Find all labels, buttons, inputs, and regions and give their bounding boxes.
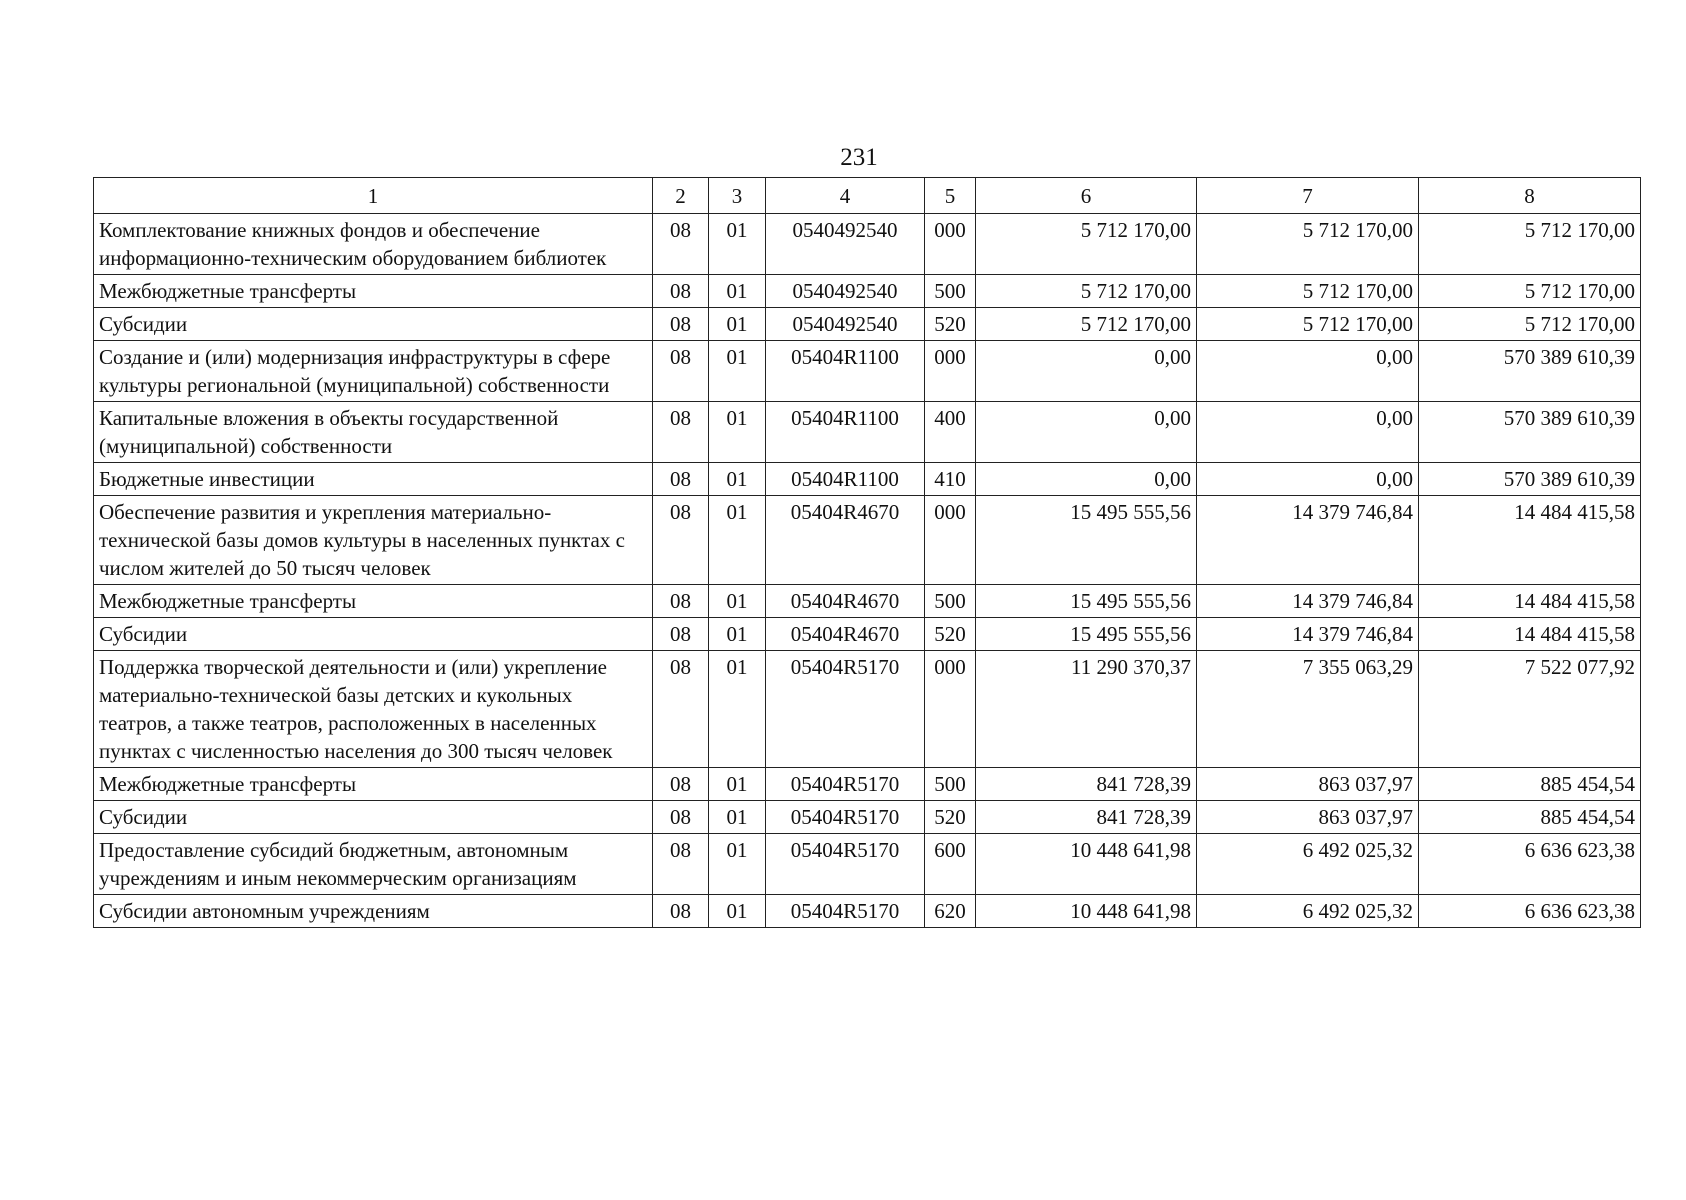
target-article-cell: 05404R5170 (766, 801, 925, 834)
expense-type-cell: 520 (925, 618, 976, 651)
row-name-cell: Субсидии (94, 308, 653, 341)
amount-col-6-cell: 841 728,39 (976, 768, 1197, 801)
expense-type-cell: 600 (925, 834, 976, 895)
section-code-cell: 08 (653, 834, 709, 895)
amount-col-7-cell: 6 492 025,32 (1197, 834, 1419, 895)
amount-col-6-cell: 5 712 170,00 (976, 308, 1197, 341)
table-row (94, 801, 1641, 834)
section-code-cell: 08 (653, 895, 709, 928)
amount-col-8-cell: 570 389 610,39 (1419, 341, 1641, 402)
target-article-cell: 05404R5170 (766, 651, 925, 768)
expense-type-cell: 400 (925, 402, 976, 463)
subsection-code-cell: 01 (709, 585, 766, 618)
amount-col-6-cell: 15 495 555,56 (976, 585, 1197, 618)
subsection-code-cell: 01 (709, 651, 766, 768)
amount-col-7-cell: 0,00 (1197, 402, 1419, 463)
target-article-cell: 05404R1100 (766, 402, 925, 463)
row-name-cell: Капитальные вложения в объекты государственной (муниципальной) собственности (94, 402, 653, 463)
amount-col-7-cell: 0,00 (1197, 463, 1419, 496)
section-code-cell: 08 (653, 308, 709, 341)
header-col-3: 3 (709, 178, 766, 214)
page-number: 231 (840, 144, 878, 171)
subsection-code-cell: 01 (709, 895, 766, 928)
table-row (94, 275, 1641, 308)
table-row (94, 463, 1641, 496)
amount-col-6-cell: 0,00 (976, 402, 1197, 463)
table-row (94, 768, 1641, 801)
amount-col-8-cell: 14 484 415,58 (1419, 585, 1641, 618)
target-article-cell: 05404R5170 (766, 834, 925, 895)
target-article-cell: 05404R5170 (766, 768, 925, 801)
section-code-cell: 08 (653, 651, 709, 768)
target-article-cell: 05404R1100 (766, 341, 925, 402)
expense-type-cell: 520 (925, 308, 976, 341)
subsection-code-cell: 01 (709, 618, 766, 651)
header-row (94, 178, 1641, 214)
header-col-5: 5 (925, 178, 976, 214)
target-article-cell: 0540492540 (766, 214, 925, 275)
table-row (94, 496, 1641, 585)
row-name-cell: Поддержка творческой деятельности и (или) укрепление материально-технической базы детских и кукольных театров, а также театров, расположенных в населенных пунктах с численностью населения до 300 тысяч человек (94, 651, 653, 768)
expense-type-cell: 000 (925, 651, 976, 768)
section-code-cell: 08 (653, 801, 709, 834)
expense-type-cell: 500 (925, 768, 976, 801)
target-article-cell: 05404R4670 (766, 618, 925, 651)
table-header (94, 178, 1641, 214)
amount-col-8-cell: 570 389 610,39 (1419, 402, 1641, 463)
row-name-cell: Субсидии (94, 618, 653, 651)
expense-type-cell: 000 (925, 214, 976, 275)
amount-col-8-cell: 5 712 170,00 (1419, 308, 1641, 341)
subsection-code-cell: 01 (709, 768, 766, 801)
target-article-cell: 0540492540 (766, 308, 925, 341)
amount-col-7-cell: 7 355 063,29 (1197, 651, 1419, 768)
target-article-cell: 05404R1100 (766, 463, 925, 496)
expense-type-cell: 500 (925, 275, 976, 308)
amount-col-6-cell: 15 495 555,56 (976, 618, 1197, 651)
row-name-cell: Межбюджетные трансферты (94, 585, 653, 618)
table-row (94, 585, 1641, 618)
amount-col-7-cell: 5 712 170,00 (1197, 308, 1419, 341)
header-col-8: 8 (1419, 178, 1641, 214)
header-col-7: 7 (1197, 178, 1419, 214)
amount-col-8-cell: 14 484 415,58 (1419, 496, 1641, 585)
amount-col-8-cell: 6 636 623,38 (1419, 834, 1641, 895)
amount-col-7-cell: 6 492 025,32 (1197, 895, 1419, 928)
target-article-cell: 05404R4670 (766, 496, 925, 585)
row-name-cell: Обеспечение развития и укрепления материально-технической базы домов культуры в населенных пунктах с числом жителей до 50 тысяч человек (94, 496, 653, 585)
amount-col-6-cell: 0,00 (976, 463, 1197, 496)
subsection-code-cell: 01 (709, 214, 766, 275)
amount-col-8-cell: 7 522 077,92 (1419, 651, 1641, 768)
section-code-cell: 08 (653, 402, 709, 463)
header-col-4: 4 (766, 178, 925, 214)
subsection-code-cell: 01 (709, 308, 766, 341)
section-code-cell: 08 (653, 496, 709, 585)
expense-type-cell: 410 (925, 463, 976, 496)
table-row (94, 834, 1641, 895)
budget-table (93, 177, 1641, 928)
amount-col-8-cell: 14 484 415,58 (1419, 618, 1641, 651)
table-body (94, 214, 1641, 928)
amount-col-8-cell: 6 636 623,38 (1419, 895, 1641, 928)
amount-col-7-cell: 863 037,97 (1197, 768, 1419, 801)
amount-col-8-cell: 5 712 170,00 (1419, 214, 1641, 275)
amount-col-7-cell: 5 712 170,00 (1197, 214, 1419, 275)
amount-col-7-cell: 863 037,97 (1197, 801, 1419, 834)
section-code-cell: 08 (653, 341, 709, 402)
target-article-cell: 05404R4670 (766, 585, 925, 618)
amount-col-6-cell: 5 712 170,00 (976, 214, 1197, 275)
header-col-2: 2 (653, 178, 709, 214)
subsection-code-cell: 01 (709, 834, 766, 895)
amount-col-6-cell: 11 290 370,37 (976, 651, 1197, 768)
section-code-cell: 08 (653, 275, 709, 308)
amount-col-8-cell: 885 454,54 (1419, 768, 1641, 801)
row-name-cell: Создание и (или) модернизация инфраструктуры в сфере культуры региональной (муниципальной) собственности (94, 341, 653, 402)
row-name-cell: Межбюджетные трансферты (94, 275, 653, 308)
expense-type-cell: 620 (925, 895, 976, 928)
amount-col-6-cell: 15 495 555,56 (976, 496, 1197, 585)
amount-col-6-cell: 841 728,39 (976, 801, 1197, 834)
target-article-cell: 05404R5170 (766, 895, 925, 928)
table-row (94, 214, 1641, 275)
target-article-cell: 0540492540 (766, 275, 925, 308)
amount-col-6-cell: 0,00 (976, 341, 1197, 402)
expense-type-cell: 500 (925, 585, 976, 618)
header-col-6: 6 (976, 178, 1197, 214)
table-row (94, 402, 1641, 463)
expense-type-cell: 000 (925, 496, 976, 585)
subsection-code-cell: 01 (709, 402, 766, 463)
row-name-cell: Субсидии автономным учреждениям (94, 895, 653, 928)
section-code-cell: 08 (653, 463, 709, 496)
amount-col-7-cell: 14 379 746,84 (1197, 585, 1419, 618)
table-row (94, 651, 1641, 768)
section-code-cell: 08 (653, 768, 709, 801)
amount-col-8-cell: 570 389 610,39 (1419, 463, 1641, 496)
table-row (94, 308, 1641, 341)
row-name-cell: Межбюджетные трансферты (94, 768, 653, 801)
header-col-1: 1 (94, 178, 653, 214)
amount-col-7-cell: 0,00 (1197, 341, 1419, 402)
amount-col-6-cell: 5 712 170,00 (976, 275, 1197, 308)
row-name-cell: Бюджетные инвестиции (94, 463, 653, 496)
amount-col-8-cell: 5 712 170,00 (1419, 275, 1641, 308)
table-row (94, 618, 1641, 651)
row-name-cell: Предоставление субсидий бюджетным, автономным учреждениям и иным некоммерческим организациям (94, 834, 653, 895)
row-name-cell: Комплектование книжных фондов и обеспечение информационно-техническим оборудованием библиотек (94, 214, 653, 275)
amount-col-6-cell: 10 448 641,98 (976, 895, 1197, 928)
section-code-cell: 08 (653, 618, 709, 651)
table-row (94, 341, 1641, 402)
subsection-code-cell: 01 (709, 275, 766, 308)
subsection-code-cell: 01 (709, 801, 766, 834)
amount-col-8-cell: 885 454,54 (1419, 801, 1641, 834)
subsection-code-cell: 01 (709, 496, 766, 585)
expense-type-cell: 520 (925, 801, 976, 834)
section-code-cell: 08 (653, 214, 709, 275)
subsection-code-cell: 01 (709, 341, 766, 402)
amount-col-6-cell: 10 448 641,98 (976, 834, 1197, 895)
amount-col-7-cell: 5 712 170,00 (1197, 275, 1419, 308)
row-name-cell: Субсидии (94, 801, 653, 834)
expense-type-cell: 000 (925, 341, 976, 402)
amount-col-7-cell: 14 379 746,84 (1197, 496, 1419, 585)
subsection-code-cell: 01 (709, 463, 766, 496)
table-row (94, 895, 1641, 928)
amount-col-7-cell: 14 379 746,84 (1197, 618, 1419, 651)
section-code-cell: 08 (653, 585, 709, 618)
